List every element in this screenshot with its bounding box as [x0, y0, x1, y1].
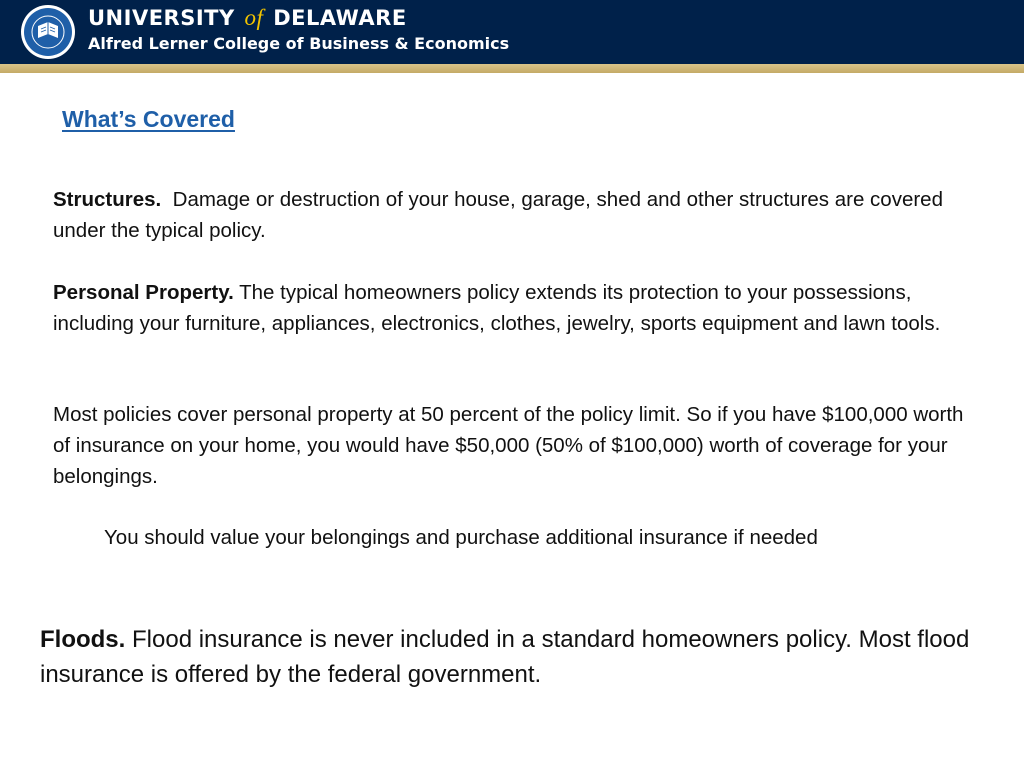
personal-property-text: The typical homeowners policy extends its protection to your possessions, including your furniture, appliances, electronics, clothes, jewelry, sports equipment and lawn tools.	[53, 281, 941, 335]
university-seal-icon	[20, 4, 76, 60]
header-gold-divider	[0, 64, 1024, 73]
university-name-of: of	[244, 5, 264, 30]
floods-text: Flood insurance is never included in a standard homeowners policy. Most flood insurance is offered by the federal government.	[40, 626, 970, 688]
university-name	[88, 5, 407, 33]
value-note: You should value your belongings and purchase additional insurance if needed	[104, 526, 818, 549]
personal-property-paragraph	[53, 277, 983, 339]
structures-lead: Structures.	[53, 188, 162, 211]
structures-text: Damage or destruction of your house, garage, shed and other structures are covered under the typical policy.	[53, 188, 943, 242]
most-policies-paragraph: Most policies cover personal property at 50 percent of the policy limit. So if you have $100,000 worth of insurance on your home, you would have $50,000 (50% of $100,000) worth of coverage for your belongings.	[53, 403, 964, 488]
floods-paragraph	[40, 622, 1000, 692]
structures-paragraph	[53, 184, 983, 246]
university-name-part1: UNIVERSITY	[88, 6, 235, 30]
floods-lead: Floods.	[40, 626, 126, 653]
college-name: Alfred Lerner College of Business & Economics	[88, 34, 510, 53]
personal-property-lead: Personal Property.	[53, 281, 234, 304]
section-title[interactable]: What’s Covered	[62, 106, 235, 132]
header-banner	[0, 0, 1024, 64]
university-name-part2: DELAWARE	[273, 6, 407, 30]
